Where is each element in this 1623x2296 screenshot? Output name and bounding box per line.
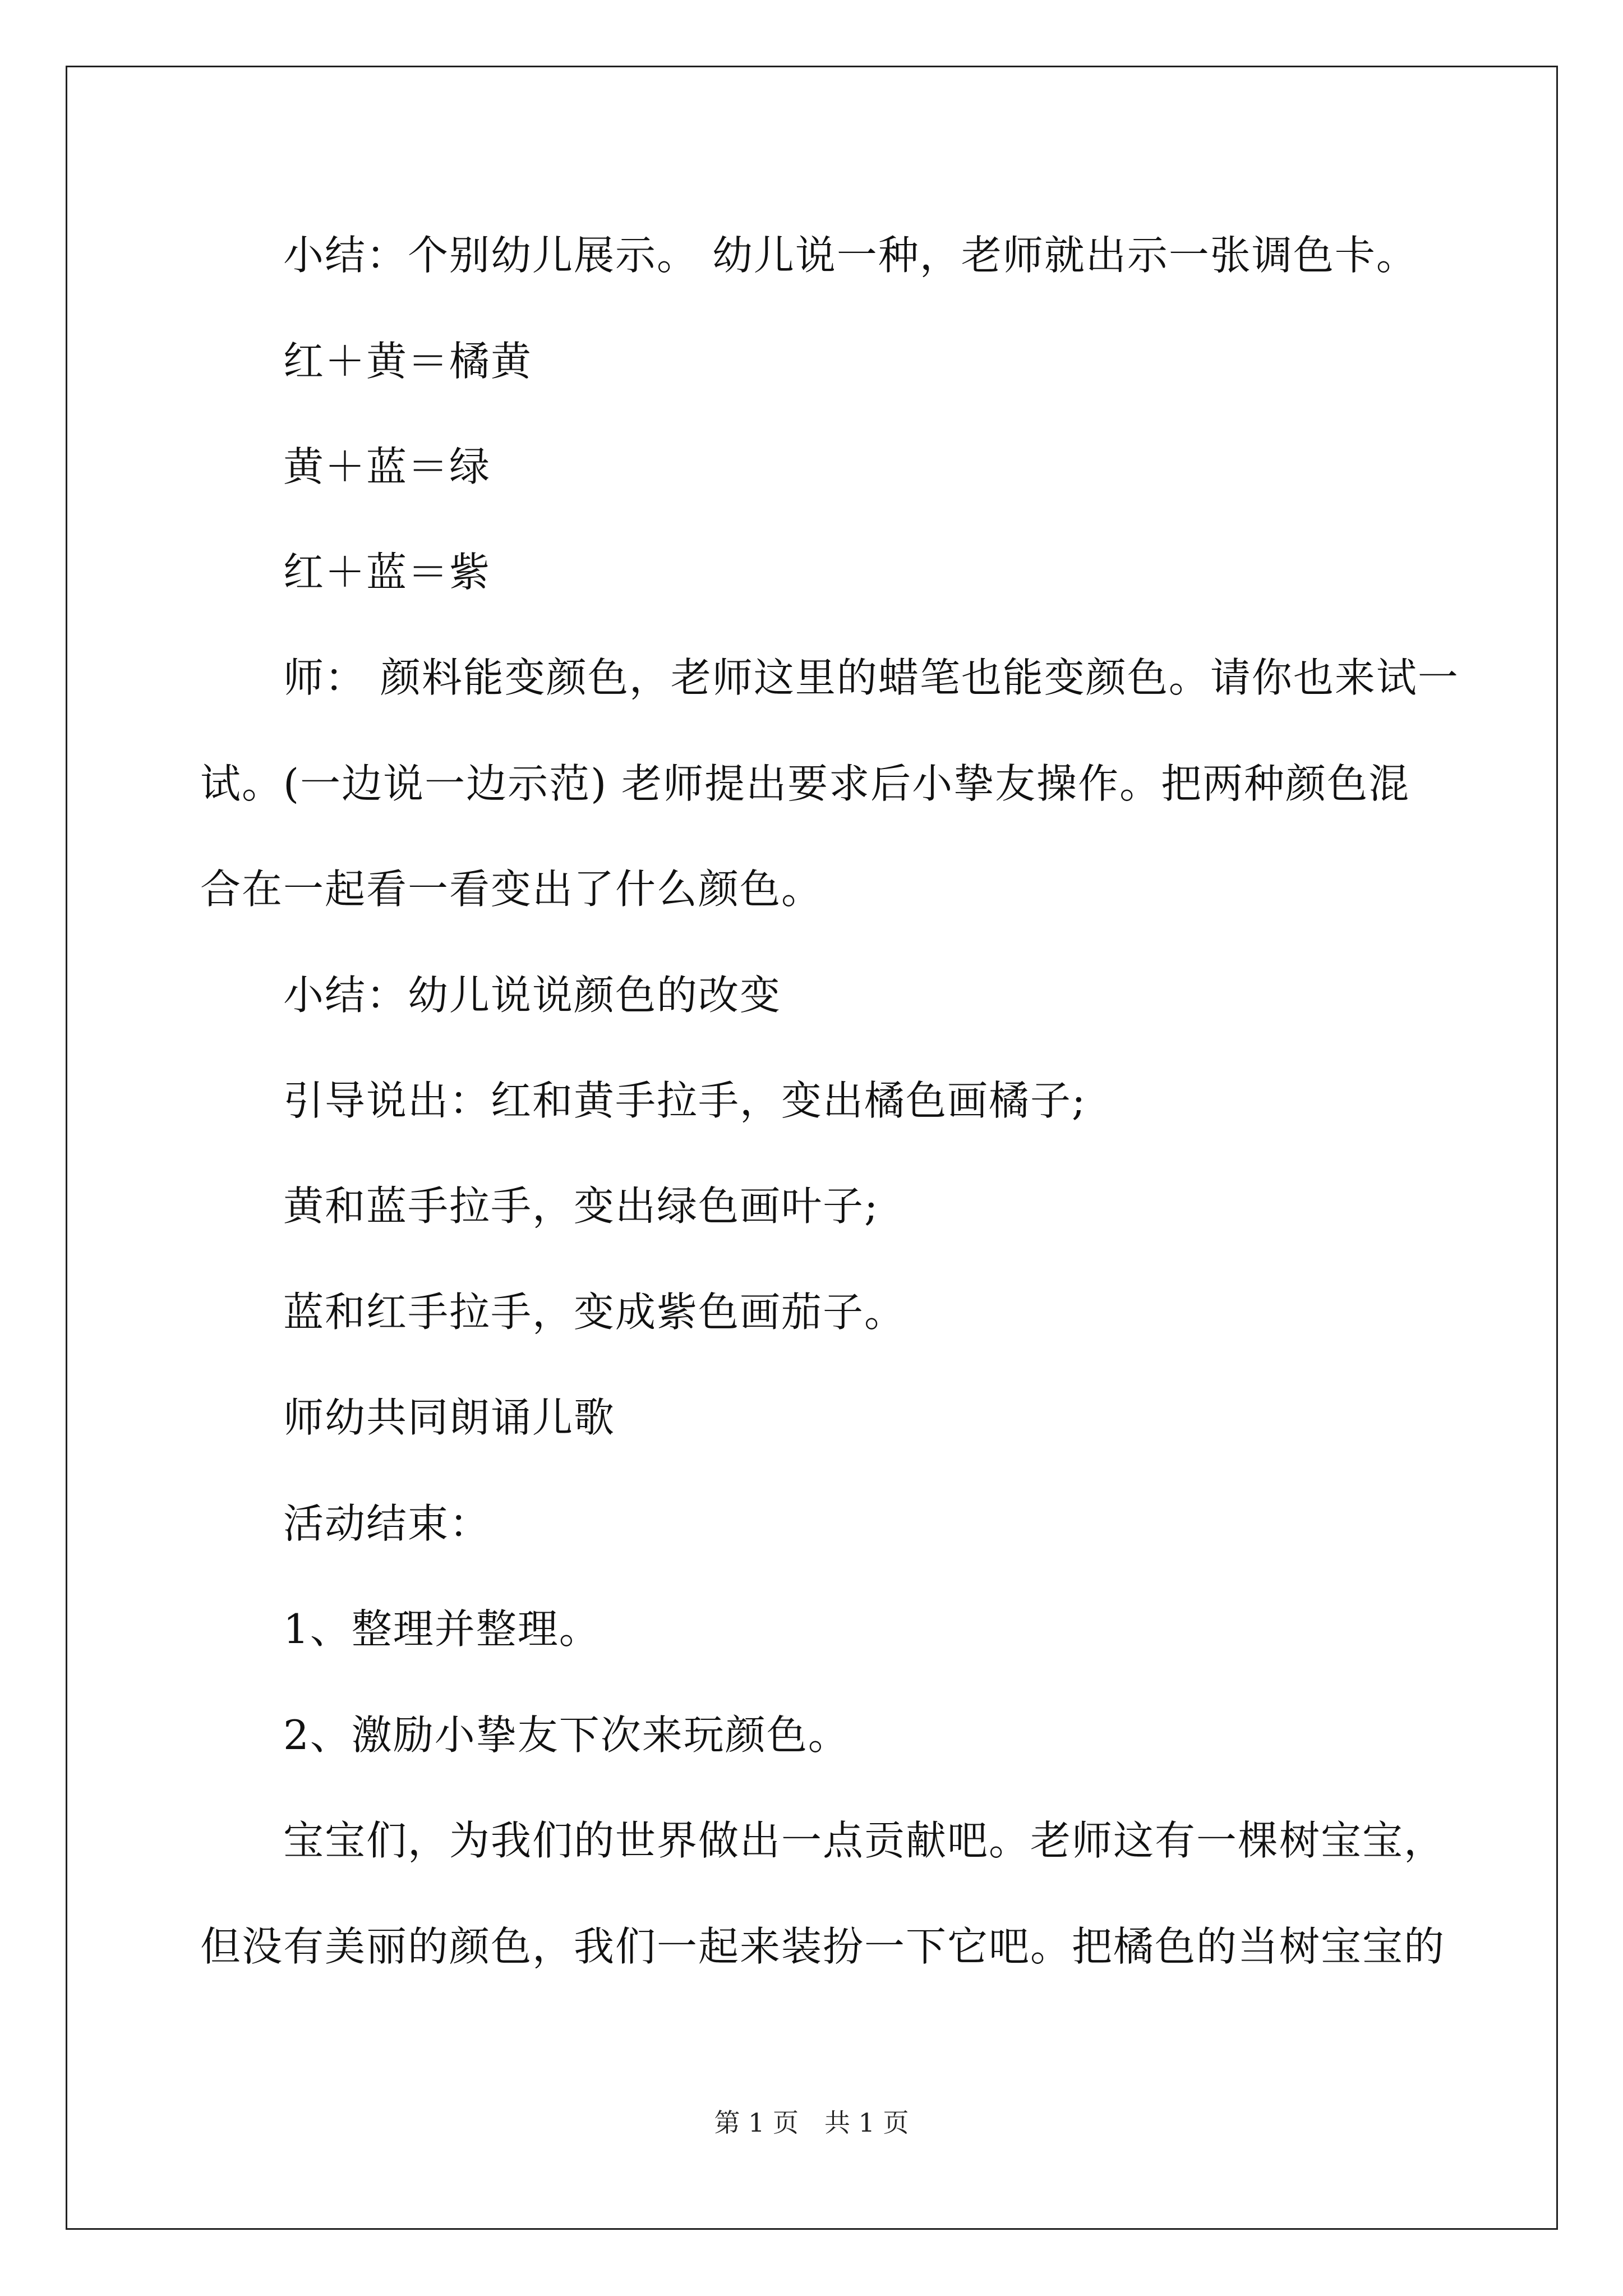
text-line: 小结：幼儿说说颜色的改变	[283, 972, 782, 1019]
text-line: 蓝和红手拉手，变成紫色画茄子。	[283, 1289, 906, 1336]
text-line: 红＋黄＝橘黄	[283, 338, 533, 385]
text-line: 小结：个别幼儿展示。 幼儿说一种，老师就出示一张调色卡。	[283, 232, 1418, 279]
text-line: 师幼共同朗诵儿歌	[283, 1394, 616, 1441]
text-line: 但没有美丽的颜色，我们一起来装扮一下它吧。把橘色的当树宝宝的	[200, 1923, 1446, 1970]
text-line: 活动结束：	[283, 1500, 491, 1547]
text-line: 师： 颜料能变颜色，老师这里的蜡笔也能变颜色。请你也来试一	[283, 654, 1459, 701]
text-line: 2、激励小挚友下次来玩颜色。	[283, 1711, 850, 1759]
text-line: 黄＋蓝＝绿	[283, 443, 491, 490]
page-footer: 第 1 页 共 1 页	[714, 2108, 909, 2138]
text-line: 试。(一边说一边示范) 老师提出要求后小挚友操作。把两种颜色混	[200, 760, 1410, 807]
text-line: 合在一起看一看变出了什么颜色。	[200, 866, 823, 913]
text-line: 黄和蓝手拉手，变出绿色画叶子;	[283, 1182, 879, 1230]
text-line: 1、整理并整理。	[283, 1605, 601, 1653]
text-line: 引导说出：红和黄手拉手，变出橘色画橘子;	[283, 1077, 1087, 1124]
text-line: 红＋蓝＝紫	[283, 549, 491, 596]
text-line: 宝宝们，为我们的世界做出一点贡献吧。老师这有一棵树宝宝，	[283, 1817, 1446, 1864]
page-border	[66, 66, 1558, 2230]
